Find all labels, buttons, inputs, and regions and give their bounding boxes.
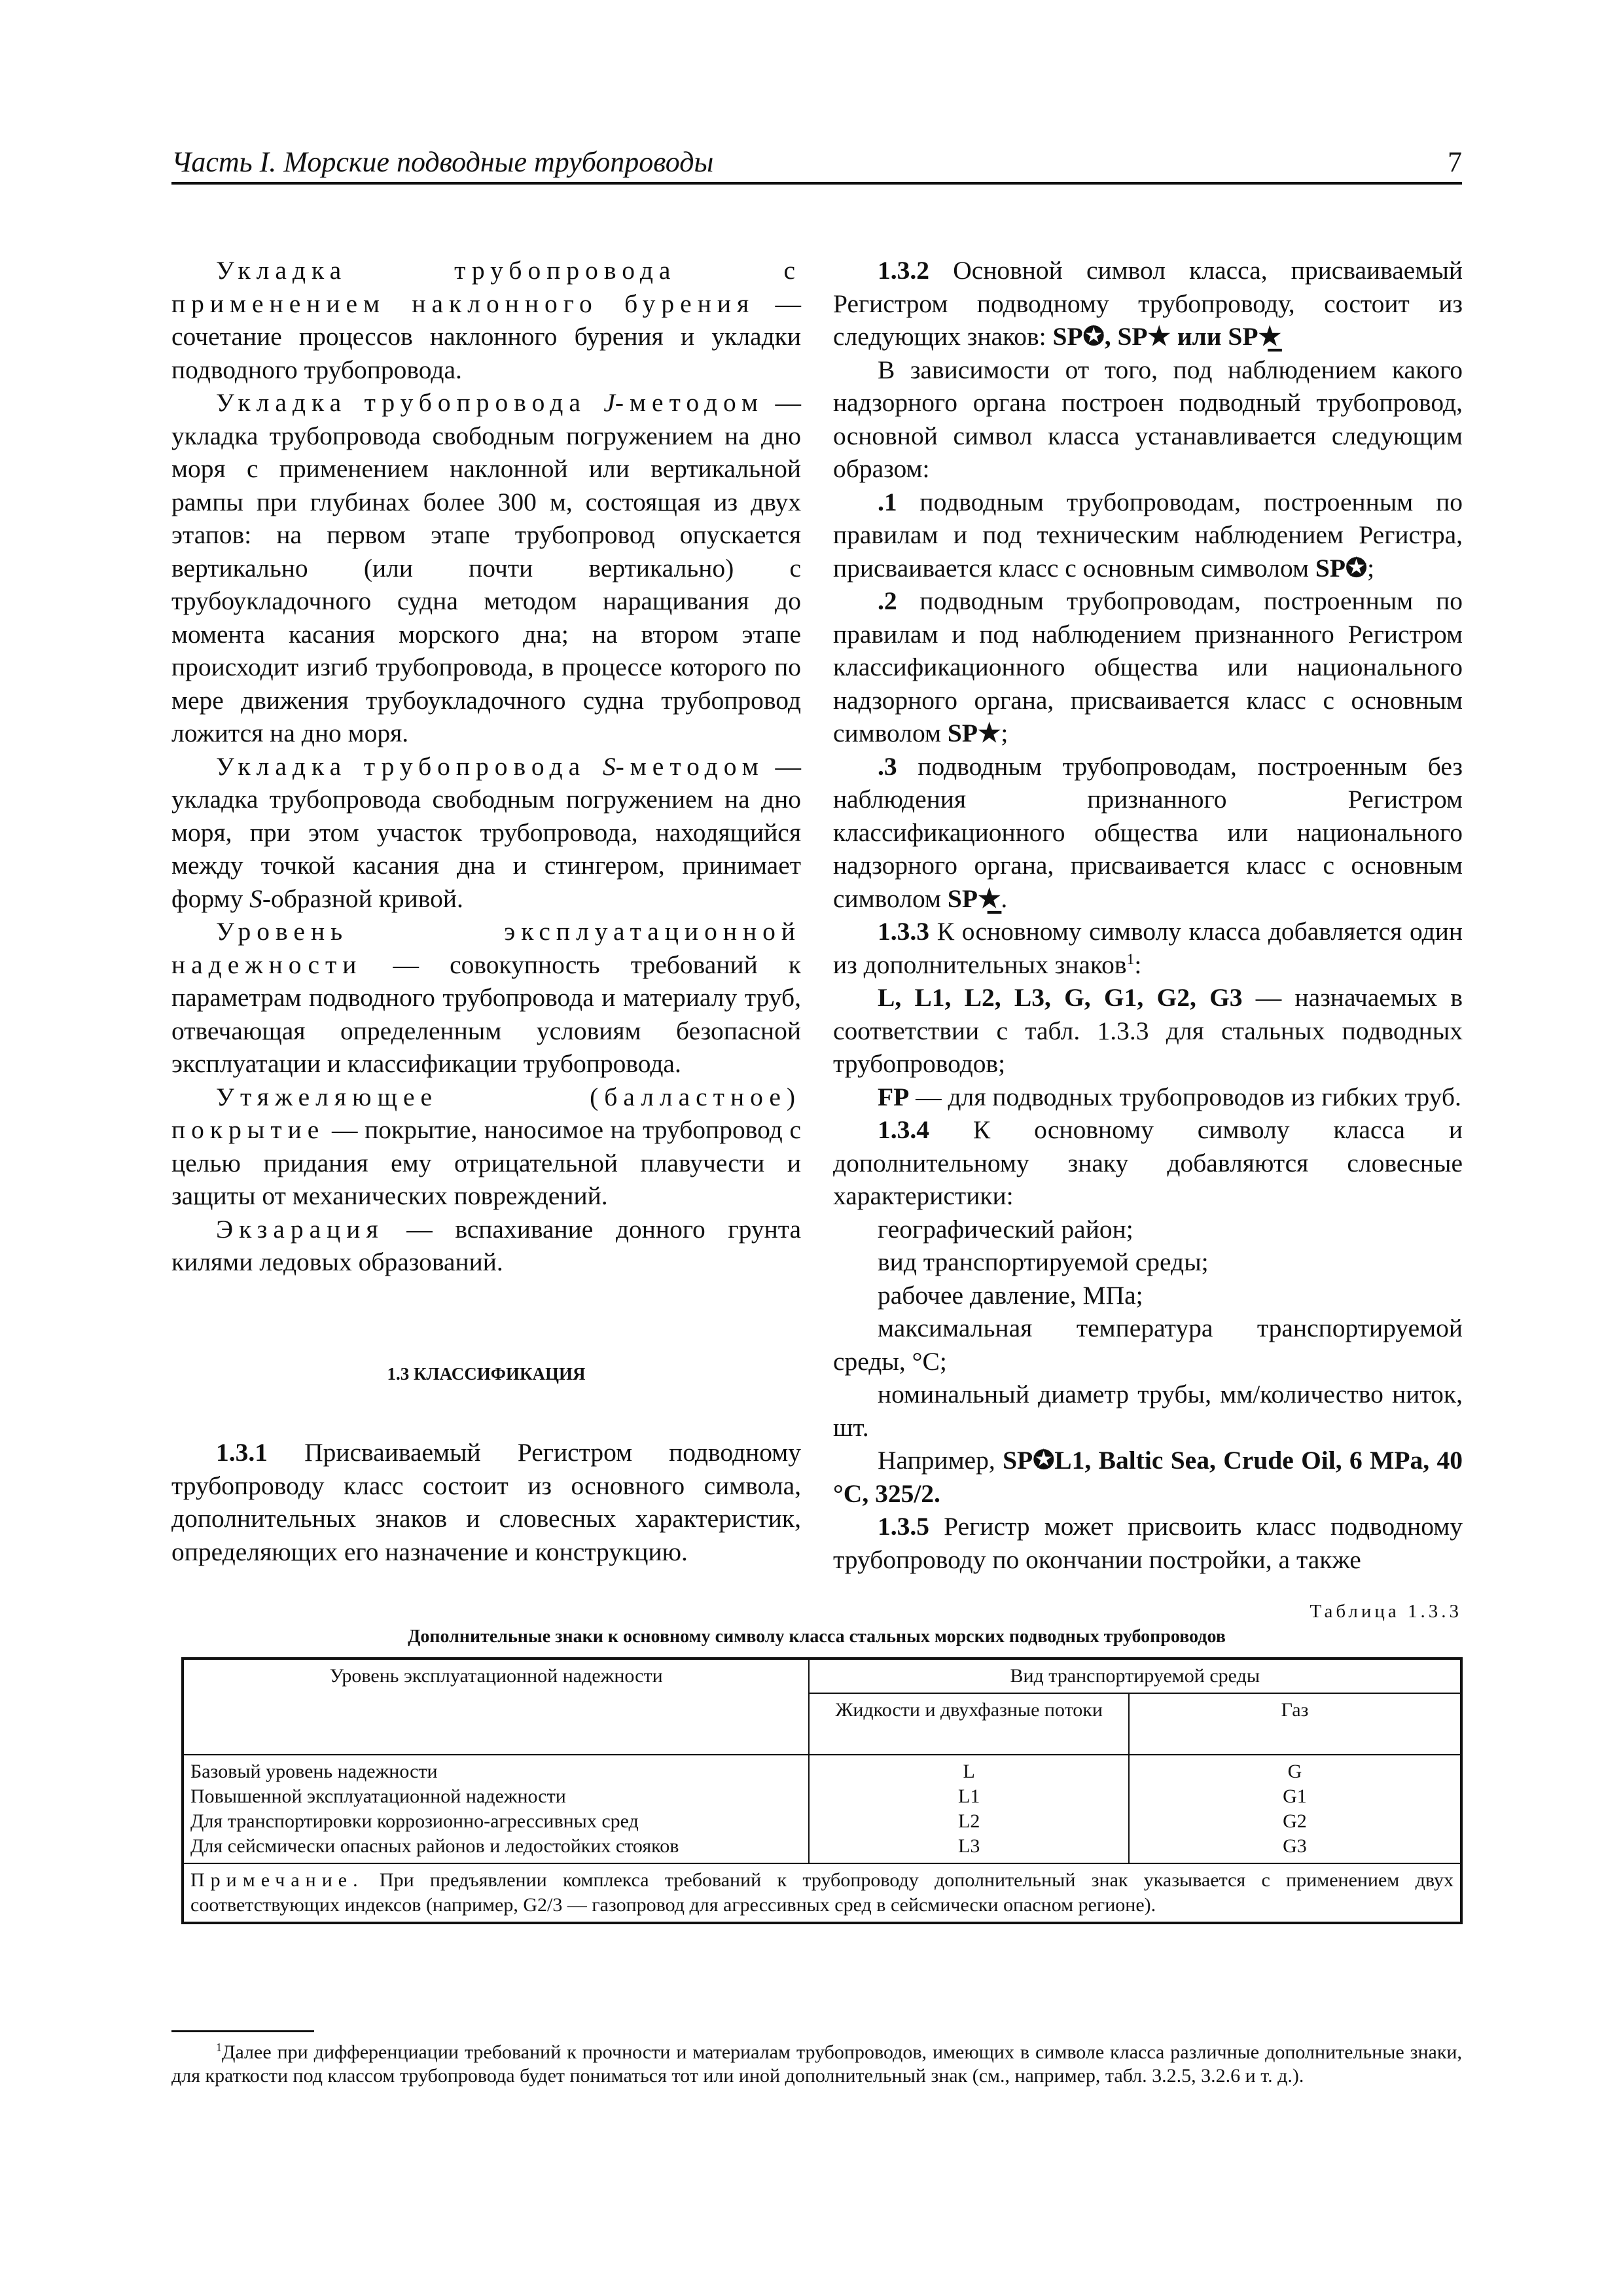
definition-term-letter: J [603,388,615,417]
footnote-text: Далее при дифференциации требований к прочности и материалам трубопроводов, имеющих в символе класса различные дополнительные знаки, для краткости под классом трубопровода будет пониматься тот или иной дополнительный знак (см., например, табл. 3.2.5, 3.2.6 и т. д.). [171,2041,1462,2087]
table-cell-gas: G1 [1283,1785,1307,1807]
table-cell-level: Повышенной эксплуатационной надежности [190,1785,566,1807]
table-note [183,1863,1461,1923]
definition-text: — покрытие, наносимое на трубопровод с целью придания ему отрицательной плавучести и защиты от механических повреждений. [171,1115,801,1210]
clause-paragraph [833,1510,1463,1576]
table-note-row [183,1863,1461,1923]
header-medium: Вид транспортируемой среды [809,1659,1461,1693]
page-number: 7 [1448,146,1462,178]
section-heading: 1.3 КЛАССИФИКАЦИЯ [387,1363,586,1384]
list-item: географический район; [878,1214,1133,1244]
footnote-ref[interactable]: 1 [1126,950,1135,968]
table-cell-liquid: L1 [958,1785,980,1807]
definition-term: Утяжеляющее (балластное) покрытие [171,1082,801,1144]
definition-text: — укладка трубопровода свободным погружением на дно моря с применением наклонной или вертикальной рампы при глубинах более 300 м, состоящая из двух этапов: на первом этапе трубопровод опускается вертикально (или почти вертикально) с трубоукладочного судна методом наращивания до момента касания морского дна; на втором этапе происходит изгиб трубопровода, в процессе которого по мере движения трубоукладочного судна трубопровод ложится на дно моря. [171,388,801,747]
example-notation: SP✪L1, Baltic Sea, Crude Oil, 6 МРа, 40 °С, 325/2. [833,1446,1463,1508]
table-cell-gas: G3 [1283,1835,1307,1857]
table-note-label: Примечание. [190,1869,364,1891]
definition-paragraph [171,1213,801,1279]
table-header-row [183,1659,1461,1693]
clause-text: Присваиваемый Регистром подводному трубопроводу класс состоит из основного символа, дополнительных знаков и словесных характеристик, определяющих его назначение и конструкцию. [171,1438,801,1566]
footnote [171,2041,1462,2088]
list-item [833,486,1463,585]
clause-text: Регистр может присвоить класс подводному трубопроводу по окончании постройки, а также [833,1512,1463,1574]
class-symbol: SP★ [947,719,1001,747]
notation-codes: L, L1, L2, L3, G, G1, G2, G3 [878,983,1243,1012]
clause-text: Основной символ класса, присваиваемый Регистром подводному трубопроводу, состоит из следующих знаков: [833,256,1463,351]
notation-code: FP [878,1082,910,1111]
header-gas: Газ [1129,1693,1461,1755]
list-item [833,750,1463,916]
table-cell-liquid: L [963,1761,975,1782]
liquid-cells [809,1755,1129,1863]
definition-term: -методом [615,388,764,417]
header-level: Уровень эксплуатационной надежности [183,1659,809,1755]
list-item: максимальная температура транспортируемой среды, °С; [833,1314,1463,1376]
clause-number: 1.3.2 [878,256,929,285]
table-note-text: При предъявлении комплекса требований к трубопроводу дополнительный знак указывается с применением двух соответствующих индексов (например, G2/3 — газопровод для агрессивных сред в сейсмически опасном регионе). [190,1869,1454,1916]
clause-text: — для подводных трубопроводов из гибких труб. [909,1082,1461,1111]
list-item-text: подводным трубопроводам, построенным по правилам и под техническим наблюдением Регистра, присваивается класс с основным символом [833,487,1463,583]
clause-number: 1.3.5 [878,1512,929,1541]
definition-paragraph [171,386,801,750]
clause-number: 1.3.4 [878,1115,929,1144]
definition-text: — вспахивание донного грунта килями ледовых образований. [171,1214,801,1276]
list-item [833,584,1463,750]
definition-term: Укладка трубопровода [216,388,604,417]
list-item-number: .2 [878,586,897,615]
class-symbols: SP✪, SP★ или SP★̲ [1052,322,1281,351]
notation-table [181,1657,1463,1924]
list-item: рабочее давление, МПа; [878,1280,1143,1310]
gas-cells [1129,1755,1461,1863]
example-paragraph [833,1444,1463,1510]
definition-text: -образной кривой. [262,884,463,913]
clause-paragraph [833,1113,1463,1213]
table-number: Таблица 1.3.3 [1310,1601,1462,1622]
running-header-title: Часть I. Морские подводные трубопроводы [171,146,714,178]
definition-text: — совокупность требований к параметрам подводного трубопровода и материалу труб, отвечающая определенным условиям безопасной эксплуатации и классификации трубопровода. [171,950,801,1078]
definition-text: — сочетание процессов наклонного бурения и укладки подводного трубопровода. [171,289,801,384]
table-cell-level: Для транспортировки коррозионно-агрессивных сред [190,1810,639,1832]
clause-text: В зависимости от того, под наблюдением какого надзорного органа построен подводный трубопровод, основной символ класса устанавливается следующим образом: [833,355,1463,483]
list-item-text: подводным трубопроводам, построенным без наблюдения признанного Регистром классификационного общества или национального надзорного органа, присваивается класс с основным символом [833,751,1463,913]
definition-term: Укладка трубопровода [216,751,603,781]
clause-paragraph [833,915,1463,981]
table-cell-gas: G2 [1283,1810,1307,1832]
punctuation: ; [1367,553,1375,583]
definition-paragraph [171,750,801,916]
table-body-row [183,1755,1461,1863]
clause-paragraph [833,353,1463,486]
punctuation: : [1134,950,1142,979]
clause-text: К основному символу класса и дополнительному знаку добавляются словесные характеристики: [833,1115,1463,1210]
punctuation: ; [1001,719,1008,747]
definition-text: — укладка трубопровода свободным погружением на дно моря, при этом участок трубопровода, находящийся между точкой касания дна и стингером, принимает форму [171,751,801,913]
clause-text: К основному символу класса добавляется один из дополнительных знаков [833,917,1463,979]
header-liquid: Жидкости и двухфазные потоки [809,1693,1129,1755]
right-column [833,254,1463,1576]
example-label: Например, [878,1446,1003,1475]
table-cell-liquid: L2 [958,1810,980,1832]
clause-paragraph [171,1436,801,1568]
list-item: вид транспортируемой среды; [878,1247,1209,1276]
clause-number: 1.3.1 [216,1438,268,1467]
clause-paragraph [833,981,1463,1081]
list-item-number: .1 [878,487,897,516]
definition-paragraph [171,915,801,1081]
list-item-number: .3 [878,751,897,781]
footnote-divider [171,2030,314,2032]
table-cell-gas: G [1287,1761,1302,1782]
definition-term-letter: S [602,751,616,781]
level-cells [183,1755,809,1863]
punctuation: . [1001,884,1008,913]
list-item-text: подводным трубопроводам, построенным по правилам и под наблюдением признанного Регистром классификационного общества или национального надзорного органа, присваивается класс с основным символом [833,586,1463,747]
clause-number: 1.3.3 [878,917,929,946]
table-cell-level: Базовый уровень надежности [190,1761,438,1782]
left-column [171,254,801,1568]
definition-paragraph [171,254,801,386]
definition-term: Укладка трубопровода с применением наклонного бурения [171,256,801,318]
definition-text-letter: S [249,884,262,913]
running-header [171,145,1462,185]
class-symbol: SP★̲ [947,884,1001,913]
clause-text: — назначаемых в соответствии с табл. 1.3.3 для стальных подводных трубопроводов; [833,983,1463,1078]
definition-term: -методом [615,751,764,781]
table-caption [171,1601,1462,1647]
table-cell-level: Для сейсмически опасных районов и ледостойких стояков [190,1835,679,1857]
definition-paragraph [171,1081,801,1213]
clause-paragraph [833,254,1463,353]
table-cell-liquid: L3 [958,1835,980,1857]
table-title: Дополнительные знаки к основному символу класса стальных морских подводных трубопроводов [408,1626,1226,1647]
footnote-marker: 1 [216,2041,222,2054]
class-symbol: SP✪ [1315,553,1368,583]
definition-term: Уровень эксплуатационной надежности [171,917,801,979]
definition-term: Экзарация [216,1214,384,1244]
list-item: номинальный диаметр трубы, мм/количество ниток, шт. [833,1380,1463,1442]
clause-paragraph [833,1081,1463,1114]
